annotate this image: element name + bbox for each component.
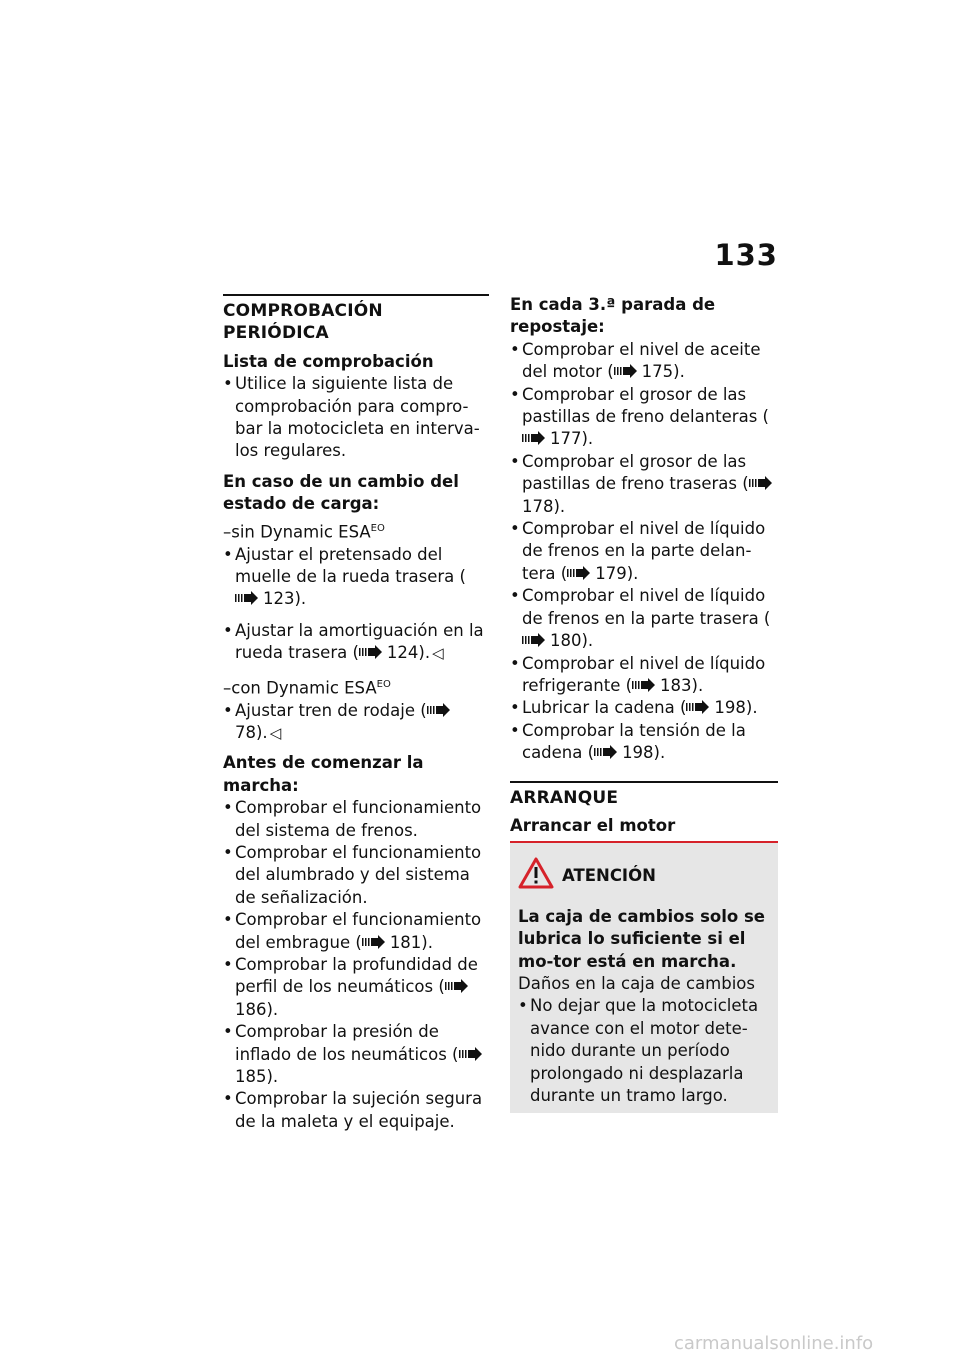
page-reference-arrow-icon[interactable] xyxy=(594,745,618,759)
list-item: • Comprobar el nivel de líquido de frenos en la parte trasera ( 180). xyxy=(510,585,778,652)
page-reference[interactable]: 183). xyxy=(660,675,704,695)
page-reference[interactable]: 178). xyxy=(522,496,566,516)
page-reference[interactable]: 198). xyxy=(622,743,666,763)
warning-list xyxy=(518,995,770,1107)
list-item: • Comprobar el nivel de líquido de frenos en la parte delan-tera ( 179). xyxy=(510,518,778,585)
page-reference-arrow-icon[interactable] xyxy=(522,431,546,445)
list-item: • Comprobar la presión de inflado de los neumáticos ( 185). xyxy=(223,1021,489,1088)
load-change-heading: En caso de un cambio del estado de carga: xyxy=(223,471,459,514)
page-reference-arrow-icon[interactable] xyxy=(235,591,259,605)
page-reference[interactable]: 185). xyxy=(235,1067,279,1086)
list-item: • Ajustar la amortiguación en la rueda trasera ( 124). ◁ xyxy=(223,620,489,665)
section-title-periodic-check: COMPROBACIÓN PERIÓDICA xyxy=(223,294,489,345)
list-item: • Comprobar el grosor de las pastillas de freno delanteras ( 177). xyxy=(510,384,778,451)
before-ride-heading: Antes de comenzar la marcha: xyxy=(223,753,424,795)
page-reference[interactable]: 198). xyxy=(714,698,758,718)
page-reference[interactable]: 175). xyxy=(641,362,685,382)
watermark-footer: carmanualsonline.info xyxy=(674,1333,874,1354)
page-reference-arrow-icon[interactable] xyxy=(359,645,383,659)
checklist-heading: Lista de comprobación xyxy=(223,351,434,371)
page-reference[interactable]: 186). xyxy=(235,999,279,1019)
list-item: • Comprobar el funcionamiento del embrague ( 181). xyxy=(223,909,489,954)
warning-bold-text: La caja de cambios solo se lubrica lo suficiente si el mo-tor está en marcha. xyxy=(518,906,765,971)
page-reference-arrow-icon[interactable] xyxy=(632,678,656,692)
page-reference[interactable]: 124). xyxy=(386,643,431,663)
list-item: • Comprobar el funcionamiento del sistema de frenos. xyxy=(223,797,489,842)
page-reference[interactable]: 180). xyxy=(550,631,594,651)
refuel-heading: En cada 3.ª parada de repostaje: xyxy=(510,295,716,337)
list-item: • No dejar que la motocicleta avance con el motor dete-nido durante un período prolongado ni desplazarla durante un tramo largo. xyxy=(518,995,770,1107)
page-reference-arrow-icon[interactable] xyxy=(614,364,638,378)
list-item: • Utilice la siguiente lista de comprobación para compro-bar la motocicleta en interva-los regulares. xyxy=(223,373,489,463)
list-item: • Comprobar el nivel de líquido refrigerante ( 183). xyxy=(510,653,778,698)
page-reference-arrow-icon[interactable] xyxy=(362,935,386,949)
page-reference[interactable]: 181). xyxy=(389,932,433,952)
list-item: • Comprobar la sujeción segura de la maleta y el equipaje. xyxy=(223,1088,489,1133)
page-reference[interactable]: 123). xyxy=(263,589,307,609)
warning-box xyxy=(510,843,778,1113)
list-item: • Comprobar el nivel de aceite del motor ( 175). xyxy=(510,339,778,384)
warning-triangle-icon xyxy=(518,857,562,895)
page-reference-arrow-icon[interactable] xyxy=(445,979,469,993)
esa-superscript: EO xyxy=(370,522,385,534)
without-esa-list xyxy=(223,544,489,665)
before-ride-list xyxy=(223,797,489,1133)
end-mark: ◁ xyxy=(269,723,282,742)
start-engine-heading: Arrancar el motor xyxy=(510,815,778,843)
page-reference-arrow-icon[interactable] xyxy=(567,566,591,580)
with-esa-label: –con Dynamic $ESA^{EO}$ xyxy=(223,678,391,698)
page-reference-arrow-icon[interactable] xyxy=(427,703,451,717)
checklist-list xyxy=(223,373,489,463)
list-item: • Ajustar el pretensado del muelle de la rueda trasera ( 123). xyxy=(223,544,489,611)
list-item: • Comprobar el grosor de las pastillas de freno traseras ( 178). xyxy=(510,451,778,518)
page-number: 133 xyxy=(714,238,778,272)
without-esa-label: –sin Dynamic $ESA^{EO}$ xyxy=(223,522,385,542)
list-item: • Ajustar tren de rodaje ( 78). ◁ xyxy=(223,700,489,745)
refuel-list xyxy=(510,339,778,765)
warning-title: ATENCIÓN xyxy=(518,857,770,895)
warning-consequence: Daños en la caja de cambios xyxy=(518,973,756,993)
page-reference-arrow-icon[interactable] xyxy=(749,476,773,490)
page-reference[interactable]: 179). xyxy=(595,563,639,583)
page-reference-arrow-icon[interactable] xyxy=(459,1047,483,1061)
page-reference[interactable]: 78). xyxy=(235,722,268,742)
page-reference-arrow-icon[interactable] xyxy=(522,633,546,647)
page-reference-arrow-icon[interactable] xyxy=(686,700,710,714)
list-item: • Comprobar el funcionamiento del alumbrado y del sistema de señalización. xyxy=(223,842,489,909)
list-item: • Lubricar la cadena ( 198). xyxy=(510,697,778,719)
left-column xyxy=(223,294,489,1133)
list-item: • Comprobar la profundidad de perfil de los neumáticos ( 186). xyxy=(223,954,489,1021)
list-item: • Comprobar la tensión de la cadena ( 198). xyxy=(510,720,778,765)
section-title-start: ARRANQUE xyxy=(510,781,778,809)
esa-superscript: EO xyxy=(376,678,391,690)
end-mark: ◁ xyxy=(432,644,444,663)
right-column xyxy=(510,294,778,1113)
page-reference[interactable]: 177). xyxy=(550,429,594,449)
with-esa-list xyxy=(223,700,489,745)
